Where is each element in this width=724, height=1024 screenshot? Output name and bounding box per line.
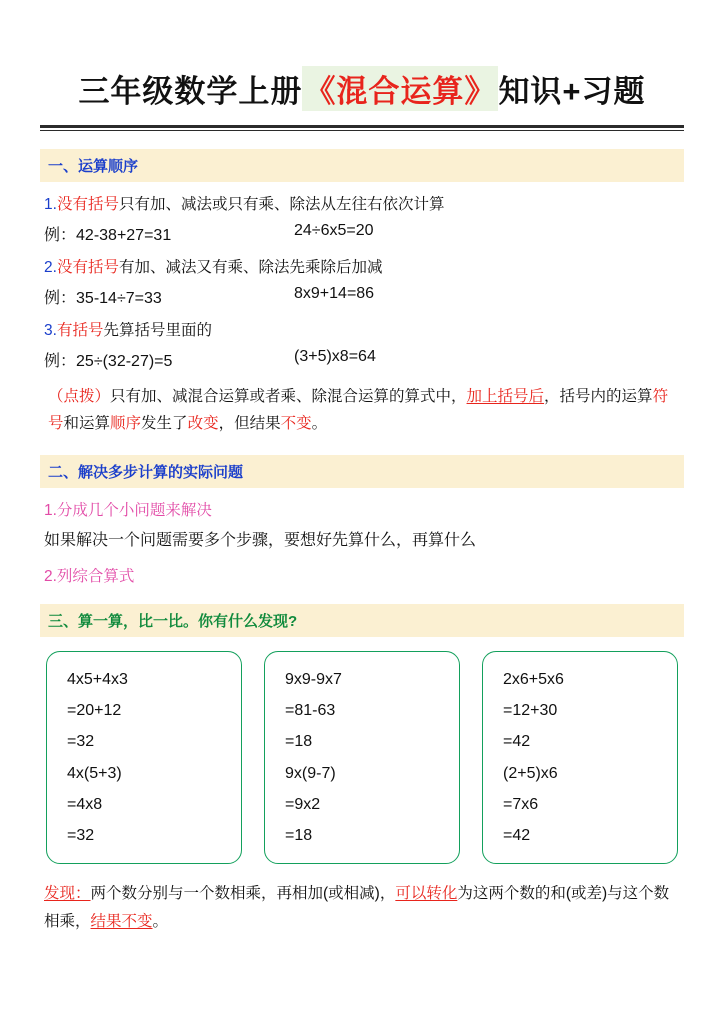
section2-item-2: 2.列综合算式 [44, 568, 135, 586]
rule-text-2: 有加、减法又有乘、除法先乘除后加减 [118, 259, 383, 276]
calc-row: =81-63 [285, 702, 336, 720]
example-1a: 例：42-38+27=31 [44, 227, 172, 244]
rule-number-2: 2. [44, 259, 57, 276]
calc-row: =18 [285, 826, 313, 844]
title-part-2: 《混合运算》 [302, 66, 498, 111]
finding-underline-2: 结果不变 [90, 913, 153, 931]
calc-boxes [46, 651, 678, 864]
example-2b: 8x9+14=86 [294, 285, 375, 302]
tip-red-4: 不变 [280, 415, 312, 433]
title-divider-thick [40, 125, 684, 128]
rule-text-3: 先算括号里面的 [103, 322, 212, 339]
tip-text-3: 和运算 [63, 415, 111, 433]
tip-text-2: ，括号内的运算 [544, 388, 653, 405]
calc-row: (2+5)x6 [503, 764, 558, 782]
title-divider-thin [40, 130, 684, 131]
calc-row: =9x2 [285, 795, 321, 813]
section-header-1: 一、运算顺序 [40, 149, 684, 182]
tip-text-1: 只有加、减混合运算或者乘、除混合运算的算式中， [110, 388, 467, 405]
title-part-1: 三年级数学上册 [78, 74, 303, 109]
finding-block [44, 880, 680, 936]
tip-block [48, 383, 680, 437]
calc-row: =32 [67, 733, 95, 751]
calc-box-2 [264, 651, 460, 864]
tip-text-5: ，但结果 [218, 415, 281, 433]
title-part-3: 知识+习题 [498, 74, 646, 109]
tip-label: （点拨） [48, 388, 111, 405]
tip-underline-1: 加上括号后 [466, 388, 545, 405]
calc-row: =7x6 [503, 795, 539, 813]
calc-row: =12+30 [503, 702, 558, 720]
example-2a: 例：35-14÷7=33 [44, 290, 162, 307]
finding-text-1: 两个数分别与一个数相乘，再相加(或相减)， [90, 885, 396, 903]
tip-red-1: 符号 [48, 388, 669, 433]
example-row-1 [44, 222, 680, 245]
rule-highlight-3: 有括号 [56, 322, 104, 339]
section2-item-1: 1.分成几个小问题来解决 [44, 502, 212, 520]
calc-box-1 [46, 651, 242, 864]
calc-row: 4x(5+3) [67, 764, 122, 782]
calc-row: =42 [503, 733, 531, 751]
example-row-3 [44, 348, 680, 371]
calc-row: 9x(9-7) [285, 764, 336, 782]
rule-highlight-2: 没有括号 [56, 259, 119, 276]
rule-number-3: 3. [44, 322, 57, 339]
rule-line-3 [44, 318, 680, 340]
example-3b: (3+5)x8=64 [294, 348, 376, 365]
calc-row: 2x6+5x6 [503, 671, 564, 689]
page-title [40, 66, 684, 111]
rule-text-1: 只有加、减法或只有乘、除法从左往右依次计算 [118, 196, 445, 213]
calc-row: =18 [285, 733, 313, 751]
calc-row: =32 [67, 826, 95, 844]
tip-red-2: 顺序 [110, 415, 142, 433]
calc-row: =42 [503, 826, 531, 844]
finding-text-3: 。 [152, 913, 169, 931]
finding-label: 发现： [44, 885, 91, 903]
tip-text-6: 。 [311, 415, 328, 433]
section2-text-1: 如果解决一个问题需要多个步骤，要想好先算什么，再算什么 [44, 532, 477, 550]
calc-row: 9x9-9x7 [285, 671, 342, 689]
calc-row: 4x5+4x3 [67, 671, 128, 689]
calc-row: =4x8 [67, 795, 103, 813]
example-row-2 [44, 285, 680, 308]
rule-line-2 [44, 255, 680, 277]
section-header-2: 二、解决多步计算的实际问题 [40, 455, 684, 488]
calc-box-3 [482, 651, 678, 864]
calc-row: =20+12 [67, 702, 122, 720]
example-3a: 例：25÷(32-27)=5 [44, 353, 173, 370]
example-1b: 24÷6x5=20 [294, 222, 374, 239]
rule-line-1 [44, 192, 680, 214]
finding-underline-1: 可以转化 [395, 885, 458, 903]
tip-red-3: 改变 [187, 415, 219, 433]
rule-number-1: 1. [44, 196, 57, 213]
finding-text-2: 为这两个数的和(或差)与这个数相乘， [44, 885, 670, 931]
rule-highlight-1: 没有括号 [56, 196, 119, 213]
section-header-3: 三、算一算，比一比。你有什么发现? [40, 604, 684, 637]
tip-text-4: 发生了 [141, 415, 188, 433]
